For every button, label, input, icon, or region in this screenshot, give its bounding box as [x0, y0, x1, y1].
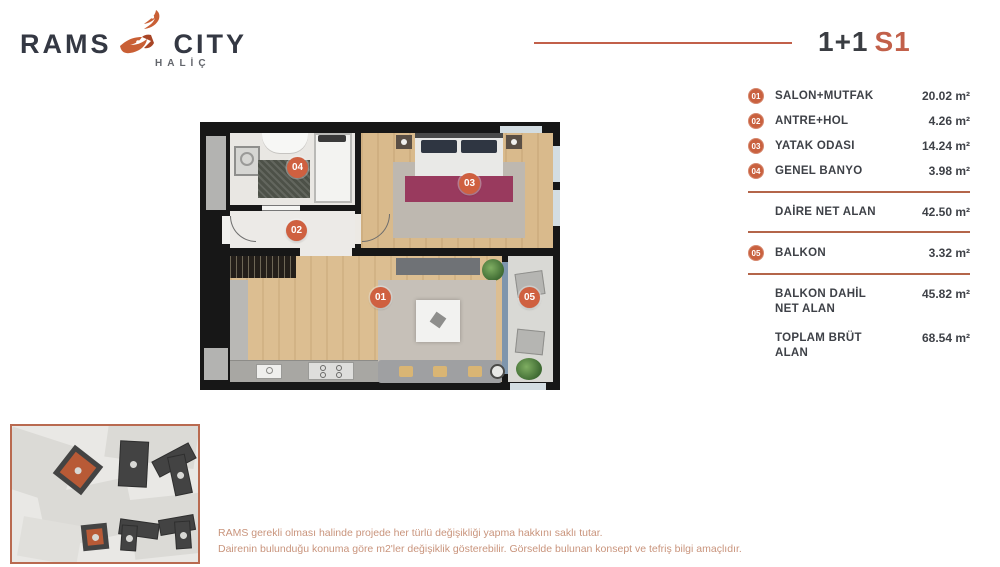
balcony-glass-wall — [502, 262, 508, 374]
room-label: YATAK ODASI — [775, 140, 855, 152]
bathtub — [314, 133, 352, 203]
plan-variant: S1 — [874, 26, 911, 57]
pillow — [421, 140, 457, 153]
entry-wardrobe — [230, 256, 296, 278]
room-number-badge: 03 — [748, 138, 764, 154]
shaft-area — [204, 348, 228, 380]
washing-machine — [234, 146, 260, 176]
brand-word-city: CITY — [173, 28, 248, 59]
coffee-table — [416, 300, 460, 342]
plant — [482, 259, 504, 281]
nightstand — [396, 135, 412, 149]
table-row-balkon — [748, 245, 970, 261]
table-row-banyo — [748, 163, 970, 179]
room-area: 3.32 m² — [928, 246, 970, 260]
balcony-plant — [516, 358, 542, 380]
floor-lamp — [490, 364, 505, 379]
window — [553, 190, 560, 226]
site-plan-thumbnail — [10, 424, 200, 564]
room-label: SALON+MUTFAK — [775, 90, 874, 102]
summary-label: TOPLAM BRÜT ALAN — [775, 331, 862, 359]
room-number-badge: 01 — [748, 88, 764, 104]
disclaimer-line-2: Dairenin bulunduğu konuma göre m2'ler değişiklik gösterebilir. Görselde bulunan konsept ve tefriş bilgi amaçlıdır. — [218, 543, 742, 556]
window — [500, 126, 542, 133]
summary-label: BALKON DAHİL NET ALAN — [775, 288, 866, 315]
room-area: 4.26 m² — [928, 114, 970, 128]
brand-logo — [20, 24, 247, 64]
nightstand — [506, 135, 522, 149]
window — [510, 383, 546, 390]
summary-area: 42.50 m² — [921, 205, 970, 219]
opening-entry-living — [300, 248, 352, 256]
site-building — [119, 441, 148, 486]
table-divider — [748, 273, 970, 275]
plan-title — [818, 26, 911, 58]
disclaimer-line-1: RAMS gerekli olması halinde projede her türlü değişikliği yapma hakkını saklı tutar. — [218, 527, 603, 539]
table-row-toplam-brut — [748, 331, 970, 361]
room-label: GENEL BANYO — [775, 165, 863, 177]
shower-head — [318, 135, 346, 142]
room-area: 20.02 m² — [921, 89, 970, 103]
room-area: 3.98 m² — [928, 164, 970, 178]
balcony-chair — [515, 329, 545, 356]
summary-label: DAİRE NET ALAN — [775, 206, 876, 218]
room-number-badge: 02 — [748, 113, 764, 129]
site-building-highlighted — [81, 523, 110, 552]
summary-area: 68.54 m² — [921, 330, 970, 345]
plan-type: 1+1 — [818, 26, 869, 57]
disclaimer-text — [218, 525, 742, 558]
site-building — [175, 522, 191, 549]
table-row-daire-net — [748, 205, 970, 219]
cooktop — [308, 362, 354, 380]
pillow — [461, 140, 497, 153]
table-row-yatak — [748, 138, 970, 154]
brand-word-rams: RAMS — [20, 28, 112, 59]
room-label: BALKON — [775, 247, 826, 259]
header-divider-line — [534, 42, 792, 44]
table-divider — [748, 231, 970, 233]
floor-plan — [200, 122, 560, 390]
plan-badge-antre: 02 — [286, 220, 307, 241]
room-area: 14.24 m² — [921, 139, 970, 153]
entrance-door-gap — [222, 216, 230, 244]
area-table — [748, 88, 970, 375]
shaft-area — [206, 136, 226, 210]
bedroom-door-gap — [355, 214, 361, 244]
table-divider — [748, 191, 970, 193]
sofa — [378, 360, 502, 383]
site-building — [121, 526, 137, 551]
table-row-balkon-dahil — [748, 287, 970, 317]
plan-badge-salon: 01 — [370, 287, 391, 308]
table-row-salon — [748, 88, 970, 104]
bathroom-door — [262, 205, 300, 211]
plan-badge-balkon: 05 — [519, 287, 540, 308]
tv-unit — [396, 258, 480, 275]
plan-badge-yatak: 03 — [459, 173, 480, 194]
room-label: ANTRE+HOL — [775, 115, 849, 127]
table-row-antre — [748, 113, 970, 129]
plan-badge-banyo: 04 — [287, 157, 308, 178]
room-number-badge: 04 — [748, 163, 764, 179]
bird-logo-icon — [118, 8, 170, 64]
summary-area: 45.82 m² — [921, 287, 970, 301]
brand-subtitle: HALİÇ — [155, 58, 211, 69]
window — [553, 146, 560, 182]
kitchen-sink — [256, 364, 282, 379]
kitchen-cabinet — [230, 280, 248, 360]
room-number-badge: 05 — [748, 245, 764, 261]
